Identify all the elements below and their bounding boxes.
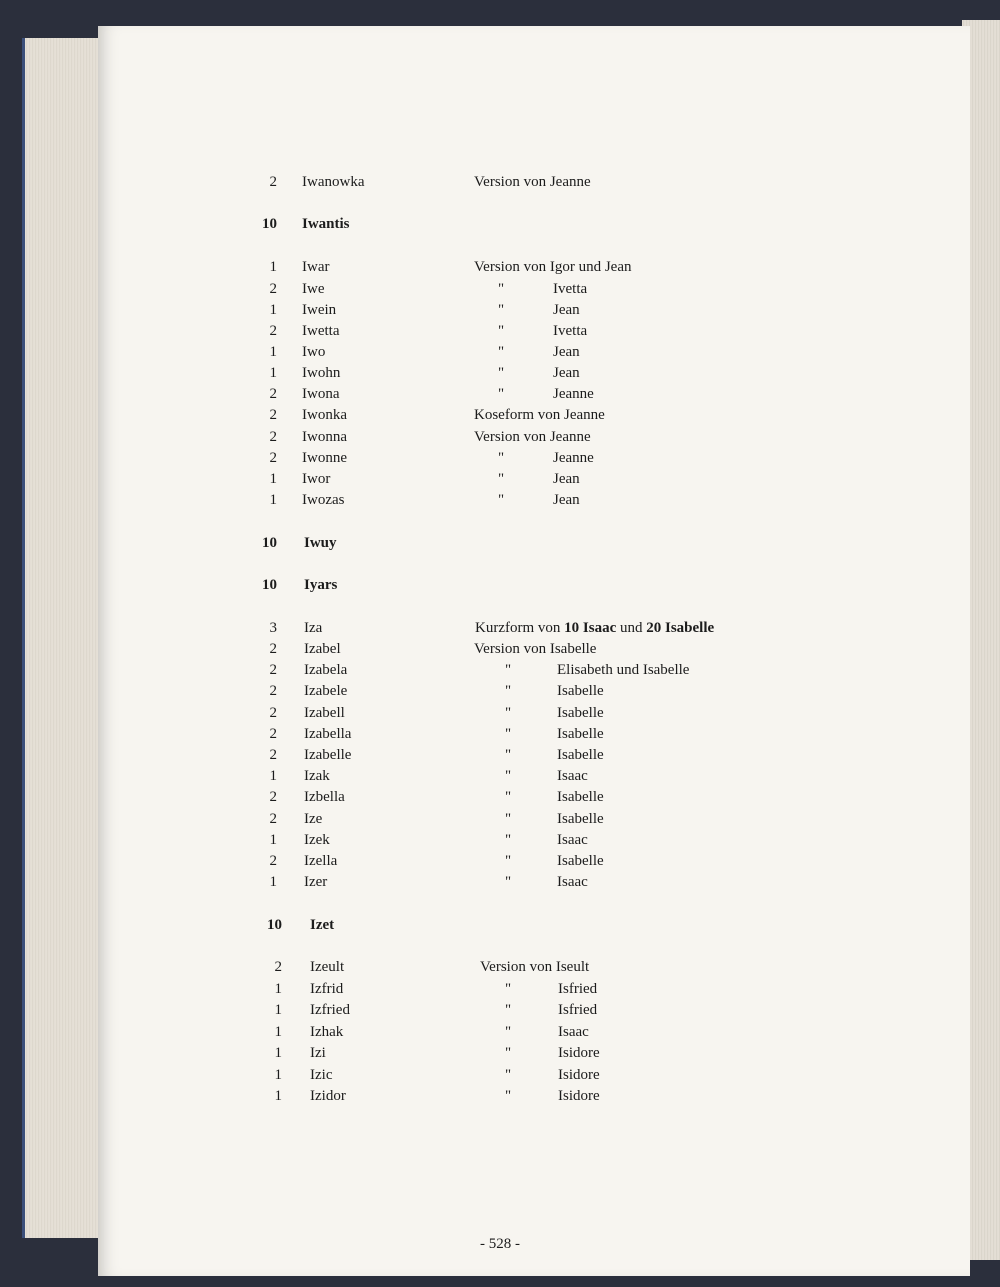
list-item — [0, 492, 1000, 514]
entry-count: 2 — [269, 811, 277, 827]
entry-related-name: Isidore — [558, 1045, 600, 1061]
list-item — [0, 747, 1000, 769]
ditto-mark: " — [505, 811, 512, 827]
entry-name: Iwonna — [302, 429, 347, 445]
ditto-mark: " — [505, 1088, 512, 1104]
entry-related-name: Isaac — [557, 832, 588, 848]
ditto-mark: " — [498, 302, 505, 318]
ditto-mark: " — [505, 1002, 512, 1018]
entry-name: Izfrid — [310, 981, 344, 997]
list-item — [0, 365, 1000, 387]
entry-count: 10 — [262, 577, 277, 593]
entry-related-name: Isidore — [558, 1067, 600, 1083]
entry-related-name: Jean — [553, 492, 580, 508]
entry-name: Iwor — [302, 471, 331, 487]
ditto-mark: " — [505, 853, 512, 869]
ditto-mark: " — [498, 323, 505, 339]
entry-count: 2 — [269, 407, 277, 423]
ditto-mark: " — [498, 344, 505, 360]
entry-count: 1 — [274, 1067, 282, 1083]
entry-name: Izabel — [304, 641, 341, 657]
entry-description: Version von Jeanne — [474, 174, 591, 190]
entry-name: Iwar — [302, 259, 330, 275]
entry-name: Iwo — [302, 344, 326, 360]
list-item — [0, 281, 1000, 303]
entry-count: 1 — [269, 344, 277, 360]
entry-related-name: Isabelle — [557, 705, 604, 721]
entry-name: Izeult — [310, 959, 345, 975]
entry-count: 2 — [274, 959, 282, 975]
list-item — [0, 811, 1000, 833]
entry-related-name: Isabelle — [557, 683, 604, 699]
list-item — [0, 1002, 1000, 1024]
entry-count: 2 — [269, 323, 277, 339]
entry-name: Izabell — [304, 705, 345, 721]
entry-name: Iwe — [302, 281, 325, 297]
entry-name: Iwuy — [304, 535, 337, 551]
entry-name: Izi — [310, 1045, 326, 1061]
entry-name: Izabele — [304, 683, 348, 699]
list-item — [0, 662, 1000, 684]
entry-count: 1 — [269, 259, 277, 275]
entry-related-name: Elisabeth und Isabelle — [557, 662, 690, 678]
entry-count: 10 — [267, 917, 282, 933]
entry-count: 2 — [269, 174, 277, 190]
entry-count: 10 — [262, 216, 277, 232]
entry-count: 1 — [269, 492, 277, 508]
list-item — [0, 789, 1000, 811]
entry-count: 1 — [269, 874, 277, 890]
list-item — [0, 683, 1000, 705]
entry-count: 1 — [274, 981, 282, 997]
entry-related-name: Isfried — [558, 1002, 598, 1018]
entry-name: Izfried — [310, 1002, 350, 1018]
entry-count: 2 — [269, 641, 277, 657]
list-item — [0, 259, 1000, 281]
entry-count: 1 — [269, 365, 277, 381]
entry-count: 1 — [269, 832, 277, 848]
list-item — [0, 323, 1000, 345]
entry-related-name: Isidore — [558, 1088, 600, 1104]
ditto-mark: " — [505, 1067, 512, 1083]
ditto-mark: " — [498, 450, 505, 466]
entry-name: Iwozas — [302, 492, 345, 508]
entry-related-name: Isabelle — [557, 747, 604, 763]
entry-name: Izer — [304, 874, 328, 890]
entry-name: Iwein — [302, 302, 337, 318]
entry-count: 2 — [269, 386, 277, 402]
entry-related-name: Ivetta — [553, 323, 588, 339]
list-item — [0, 344, 1000, 366]
ditto-mark: " — [505, 832, 512, 848]
ditto-mark: " — [505, 981, 512, 997]
list-item — [0, 535, 1000, 557]
entry-related-name: Isaac — [558, 1024, 589, 1040]
entry-name: Izek — [304, 832, 330, 848]
entry-name: Ize — [304, 811, 323, 827]
entry-name: Iwantis — [302, 216, 350, 232]
entry-name: Izabelle — [304, 747, 352, 763]
entry-name: Iwonka — [302, 407, 347, 423]
ditto-mark: " — [505, 683, 512, 699]
entry-count: 1 — [269, 302, 277, 318]
entry-name: Iwonne — [302, 450, 347, 466]
list-item — [0, 174, 1000, 196]
ditto-mark: " — [498, 281, 505, 297]
ditto-mark: " — [498, 365, 505, 381]
entry-count: 2 — [269, 662, 277, 678]
entry-count: 2 — [269, 705, 277, 721]
ditto-mark: " — [505, 705, 512, 721]
list-item — [0, 768, 1000, 790]
entry-related-name: Jeanne — [553, 386, 594, 402]
list-item — [0, 1024, 1000, 1046]
list-item — [0, 407, 1000, 429]
entry-count: 1 — [274, 1002, 282, 1018]
entry-description: Koseform von Jeanne — [474, 407, 605, 423]
list-item — [0, 471, 1000, 493]
entry-count: 10 — [262, 535, 277, 551]
list-item — [0, 981, 1000, 1003]
entry-related-name: Isabelle — [557, 726, 604, 742]
list-item — [0, 620, 1000, 642]
ditto-mark: " — [505, 1045, 512, 1061]
entry-related-name: Isaac — [557, 874, 588, 890]
ditto-mark: " — [498, 492, 505, 508]
entry-related-name: Jean — [553, 344, 580, 360]
entry-related-name: Isabelle — [557, 853, 604, 869]
entry-name: Iwanowka — [302, 174, 365, 190]
list-item — [0, 1045, 1000, 1067]
list-item — [0, 874, 1000, 896]
entry-count: 3 — [269, 620, 277, 636]
list-item — [0, 917, 1000, 939]
ditto-mark: " — [505, 1024, 512, 1040]
entry-count: 2 — [269, 429, 277, 445]
entry-description: Kurzform von 10 Isaac und 20 Isabelle — [475, 620, 715, 636]
entry-name: Iza — [304, 620, 323, 636]
entry-related-name: Isabelle — [557, 789, 604, 805]
entry-description: Version von Jeanne — [474, 429, 591, 445]
entry-name: Izbella — [304, 789, 345, 805]
ditto-mark: " — [505, 726, 512, 742]
entry-count: 2 — [269, 450, 277, 466]
entry-name: Iwetta — [302, 323, 340, 339]
entry-count: 2 — [269, 683, 277, 699]
entry-name: Izabela — [304, 662, 348, 678]
entry-name: Izic — [310, 1067, 333, 1083]
entry-description: Version von Isabelle — [474, 641, 597, 657]
ditto-mark: " — [505, 768, 512, 784]
list-item — [0, 641, 1000, 663]
ditto-mark: " — [498, 386, 505, 402]
entry-name: Izak — [304, 768, 330, 784]
list-item — [0, 705, 1000, 727]
list-item — [0, 216, 1000, 238]
entry-description: Version von Igor und Jean — [474, 259, 632, 275]
list-item — [0, 1067, 1000, 1089]
entry-related-name: Isaac — [557, 768, 588, 784]
entry-count: 1 — [274, 1024, 282, 1040]
entry-count: 2 — [269, 281, 277, 297]
entry-related-name: Jean — [553, 471, 580, 487]
entry-name: Iyars — [304, 577, 338, 593]
list-item — [0, 832, 1000, 854]
entry-related-name: Jeanne — [553, 450, 594, 466]
entry-count: 1 — [269, 768, 277, 784]
list-item — [0, 1088, 1000, 1110]
entry-count: 2 — [269, 726, 277, 742]
entry-related-name: Isabelle — [557, 811, 604, 827]
ditto-mark: " — [505, 874, 512, 890]
entry-count: 1 — [269, 471, 277, 487]
list-item — [0, 577, 1000, 599]
entry-count: 1 — [274, 1045, 282, 1061]
entry-related-name: Jean — [553, 302, 580, 318]
list-item — [0, 429, 1000, 451]
ditto-mark: " — [505, 747, 512, 763]
list-item — [0, 450, 1000, 472]
entry-description: Version von Iseult — [480, 959, 590, 975]
ditto-mark: " — [505, 662, 512, 678]
list-item — [0, 853, 1000, 875]
list-item — [0, 302, 1000, 324]
list-item — [0, 726, 1000, 748]
entry-name: Iwona — [302, 386, 340, 402]
entry-name: Izhak — [310, 1024, 344, 1040]
entry-count: 1 — [274, 1088, 282, 1104]
page-number: - 528 - — [480, 1236, 520, 1252]
entry-related-name: Isfried — [558, 981, 598, 997]
entry-count: 2 — [269, 789, 277, 805]
entry-related-name: Ivetta — [553, 281, 588, 297]
entry-name: Izella — [304, 853, 338, 869]
entry-name: Izidor — [310, 1088, 346, 1104]
entry-related-name: Jean — [553, 365, 580, 381]
entry-name: Iwohn — [302, 365, 341, 381]
entry-count: 2 — [269, 853, 277, 869]
ditto-mark: " — [505, 789, 512, 805]
list-item — [0, 959, 1000, 981]
entry-count: 2 — [269, 747, 277, 763]
list-item — [0, 386, 1000, 408]
entry-name: Izet — [310, 917, 335, 933]
entry-name: Izabella — [304, 726, 352, 742]
ditto-mark: " — [498, 471, 505, 487]
